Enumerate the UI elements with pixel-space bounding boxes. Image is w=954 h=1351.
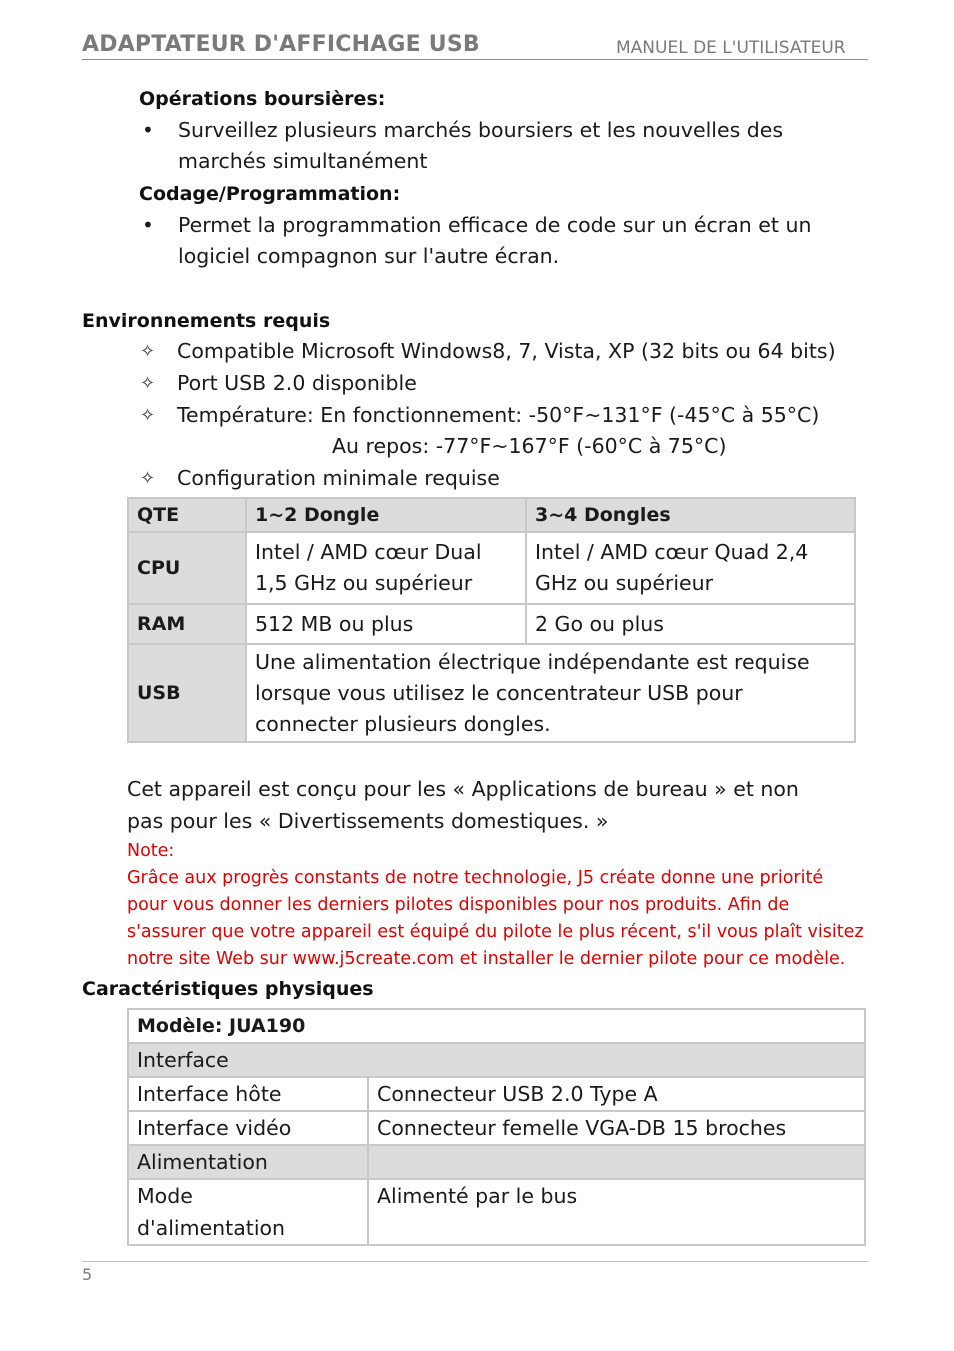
power-section: Alimentation <box>128 1145 368 1179</box>
page-number: 5 <box>82 1265 93 1284</box>
note-line1: Grâce aux progrès constants de notre technologie, J5 créate donne une priorité <box>127 868 824 888</box>
env-item-config: Configuration minimale requise <box>177 466 500 490</box>
header-divider <box>82 59 868 60</box>
power-mode-label <box>128 1179 368 1245</box>
table-row <box>128 1077 865 1111</box>
coding-heading: Codage/Programmation: <box>139 183 401 205</box>
usb-line3: connecter plusieurs dongles. <box>255 711 551 736</box>
note-line3: s'assurer que votre appareil est équipé du pilote le plus récent, s'il vous plaît visitez <box>127 922 864 942</box>
row-label-usb: USB <box>128 644 246 742</box>
bullet-dot: • <box>142 118 154 142</box>
env-item-os: Compatible Microsoft Windows8, 7, Vista, XP (32 bits ou 64 bits) <box>177 339 836 363</box>
ram-3-4: 2 Go ou plus <box>526 604 855 644</box>
stock-bullet-line1: Surveillez plusieurs marchés boursiers et les nouvelles des <box>178 118 784 142</box>
power-section-empty <box>368 1145 865 1179</box>
stock-heading: Opérations boursières: <box>139 88 386 110</box>
cpu-1-2 <box>246 532 526 604</box>
cpu-1-2-line1: Intel / AMD cœur Dual <box>255 540 482 564</box>
model-cell: Modèle: JUA190 <box>128 1009 865 1043</box>
usb-line2: lorsque vous utilisez le concentrateur USB pour <box>255 680 743 705</box>
note-line2: pour vous donner les derniers pilotes disponibles pour nos produits. Afin de <box>127 895 790 915</box>
table-header-qty: QTE <box>128 498 246 532</box>
usb-requirement <box>246 644 855 742</box>
document-subtitle: MANUEL DE L'UTILISATEUR <box>616 38 846 58</box>
env-item-usb: Port USB 2.0 disponible <box>177 371 417 395</box>
note-label: Note: <box>127 841 175 861</box>
device-note-line1: Cet appareil est conçu pour les « Applications de bureau » et non <box>127 777 799 801</box>
table-row <box>128 1043 865 1077</box>
star-bullet-icon: ✧ <box>140 373 156 394</box>
host-interface-label: Interface hôte <box>128 1077 368 1111</box>
stock-bullet-line2: marchés simultanément <box>178 149 428 173</box>
cpu-1-2-line2: 1,5 GHz ou supérieur <box>255 571 473 595</box>
video-interface-value: Connecteur femelle VGA-DB 15 broches <box>368 1111 865 1145</box>
star-bullet-icon: ✧ <box>140 341 156 362</box>
interface-section: Interface <box>128 1043 865 1077</box>
env-item-temperature-rest: Au repos: -77°F~167°F (-60°C à 75°C) <box>332 434 727 458</box>
device-note-line2: pas pour les « Divertissements domestiques. » <box>127 809 609 833</box>
requirements-table <box>127 497 856 743</box>
table-header-1-2: 1~2 Dongle <box>246 498 526 532</box>
env-heading: Environnements requis <box>82 310 331 332</box>
bullet-dot: • <box>142 213 154 237</box>
star-bullet-icon: ✧ <box>140 468 156 489</box>
coding-bullet-line2: logiciel compagnon sur l'autre écran. <box>178 244 560 268</box>
table-row <box>128 1111 865 1145</box>
cpu-3-4-line2: GHz ou supérieur <box>535 571 714 595</box>
table-header-3-4: 3~4 Dongles <box>526 498 855 532</box>
document-title: ADAPTATEUR D'AFFICHAGE USB <box>82 32 480 57</box>
power-mode-line2: d'alimentation <box>137 1216 286 1240</box>
ram-1-2: 512 MB ou plus <box>246 604 526 644</box>
table-row <box>128 1145 865 1179</box>
coding-bullet-line1: Permet la programmation efficace de code sur un écran et un <box>178 213 812 237</box>
table-row <box>128 498 855 532</box>
power-mode-line1: Mode <box>137 1184 193 1208</box>
usb-line1: Une alimentation électrique indépendante est requise <box>255 649 810 674</box>
table-row <box>128 604 855 644</box>
star-bullet-icon: ✧ <box>140 405 156 426</box>
table-row <box>128 1179 865 1245</box>
physical-spec-table <box>127 1008 866 1246</box>
cpu-3-4 <box>526 532 855 604</box>
host-interface-value: Connecteur USB 2.0 Type A <box>368 1077 865 1111</box>
cpu-3-4-line1: Intel / AMD cœur Quad 2,4 <box>535 540 809 564</box>
row-label-cpu: CPU <box>128 532 246 604</box>
row-label-ram: RAM <box>128 604 246 644</box>
note-line4: notre site Web sur www.j5create.com et installer le dernier pilote pour ce modèle. <box>127 949 846 969</box>
env-item-temperature: Température: En fonctionnement: -50°F~131°F (-45°C à 55°C) <box>177 403 820 427</box>
table-row <box>128 532 855 604</box>
physical-heading: Caractéristiques physiques <box>82 978 374 1000</box>
footer-divider <box>82 1261 868 1262</box>
table-row <box>128 1009 865 1043</box>
table-row <box>128 644 855 742</box>
power-mode-value: Alimenté par le bus <box>368 1179 865 1245</box>
video-interface-label: Interface vidéo <box>128 1111 368 1145</box>
